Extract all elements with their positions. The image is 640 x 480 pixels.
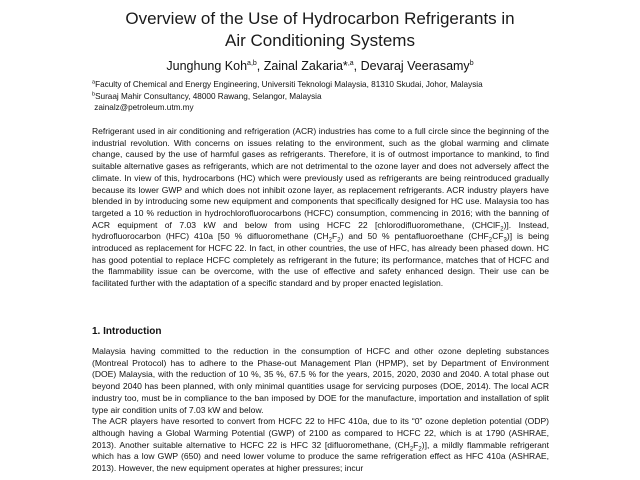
abstract-text: CF bbox=[492, 231, 504, 242]
email-text[interactable]: zainalz@petroleum.utm.my bbox=[94, 103, 194, 113]
author-list bbox=[60, 58, 580, 74]
paragraph-text: F bbox=[413, 439, 419, 450]
subscript: 2 bbox=[328, 238, 333, 245]
author-affiliation-marker: a,b bbox=[247, 59, 257, 67]
subscript: 2 bbox=[488, 238, 493, 245]
section-body bbox=[92, 346, 549, 475]
paragraph-text: The ACR players have resorted to convert from HCFC 22 to HFC 410a, due to its “0” ozone depletion potential (ODP) although having a Global Warming Potential (GWP) of 2100 as compared to HCFC 22, which is at 1790 (ASHRAE, 2013). Another suitable alternative to HCFC 22 is HFC 32 [difluoromethane, (CH bbox=[92, 416, 549, 450]
subscript: 2 bbox=[409, 446, 414, 453]
author-separator: , bbox=[256, 59, 264, 73]
affiliation-line bbox=[92, 91, 552, 103]
author-name: Zainal Zakaria* bbox=[263, 59, 348, 73]
affiliation-text: Suraaj Mahir Consultancy, 48000 Rawang, Selangor, Malaysia bbox=[95, 91, 322, 101]
affiliation-marker: b bbox=[92, 90, 96, 97]
abstract-text: Refrigerant used in air conditioning and refrigeration (ACR) industries has come to a full circle since the beginning of the industrial revolution. With concerns on issues relating to the environment, such as the global warming and climate change, caused by the use of harmful gases as refrigerants. Therefore, it is of outmost importance to mankind, to find suitable alternative gases as refrigerants, which are not detrimental to the ozone layer and does not adversely affect the climate. In view of this, hydrocarbons (HC) which were previously used as refrigerants are being reintroduced gradually because its lower GWP and which does not inhibit ozone layer, as replacement refrigerants. ACR industry players have blended in by introducing some new equipment and components that specifically designed for HC use. Malaysia too has targeted a 10 % reduction in hydrochlorofluorocarbons (HCFC) consumption, commencing in 2016; with the banning of ACR equipment of 7.03 kW and below from using HCFC 22 [chlorodifluoromethane, (CHClF bbox=[92, 126, 549, 230]
subscript: 2 bbox=[418, 446, 422, 453]
affiliations bbox=[92, 79, 552, 114]
corresponding-email[interactable] bbox=[92, 102, 552, 114]
author-affiliation-marker: ,a bbox=[347, 59, 354, 67]
title-line-1: Overview of the Use of Hydrocarbon Refrigerants in bbox=[125, 9, 515, 28]
author-affiliation-marker: b bbox=[469, 59, 474, 67]
paper-title bbox=[60, 8, 580, 52]
abstract-text: )] is being introduced as replacement for HCFC 22. In fact, in other countries, the use of HFC, has already been phased down. HC has good potential to replace HCFC completely as refrigerant in the future; its performance, matches that of HCFC and the flammability issue can be overcome, with the use of effective and safety enhanced design. Their use can be facilitated further with the adaptation of a specific standard and by proper enacted legislation. bbox=[92, 231, 549, 289]
abstract-text: )]. Instead, hydrofluorocarbon (HFC) 410a [50 % difluoromethane (CH bbox=[92, 219, 549, 242]
subscript: 3 bbox=[503, 238, 507, 245]
section-heading: 1. Introduction bbox=[92, 326, 162, 337]
subscript: 2 bbox=[337, 238, 341, 245]
author-name: Junghung Koh bbox=[166, 59, 248, 73]
paragraph-text: )], a mildly flammable refrigerant which has a low GWP (650) and need lower volume to produce the same refrigeration effect as HFC 410a (ASHRAE, 2013). However, the new equipment operates at higher pressures; incur bbox=[92, 439, 550, 474]
affiliation-line bbox=[92, 79, 552, 91]
affiliation-marker: a bbox=[92, 79, 96, 86]
affiliation-text: Faculty of Chemical and Energy Engineering, Universiti Teknologi Malaysia, 81310 Skudai, Johor, Malaysia bbox=[95, 80, 483, 89]
paragraph bbox=[92, 416, 549, 475]
abstract-text: F bbox=[332, 231, 338, 242]
abstract-text: ) and 50 % pentafluoroethane (CHF bbox=[340, 231, 489, 242]
author-separator: , bbox=[353, 59, 361, 73]
title-line-2: Air Conditioning Systems bbox=[225, 31, 415, 50]
subscript: 2 bbox=[500, 226, 504, 233]
author-name: Devaraj Veerasamy bbox=[360, 59, 470, 73]
abstract bbox=[92, 126, 549, 290]
paragraph: Malaysia having committed to the reduction in the consumption of HCFC and other ozone depleting substances (Montreal Protocol) has to adhere to the Phase-out Management Plan (HPMP), set by Department of Environment (DOE) Malaysia, with the reduction of 10 %, 35 %, 67.5 % for the years, 2015, 2020, 2030 and 2040. A total phase out beyond 2040 has been planned, with only minimal quantities usage for servicing purposes (DOE, 2014). The local ACR industry too, must be in compliance to the ban imposed by DOE for the manufacture, importation and installation of split type air condition units of 7.03 kW and below. bbox=[92, 346, 549, 415]
